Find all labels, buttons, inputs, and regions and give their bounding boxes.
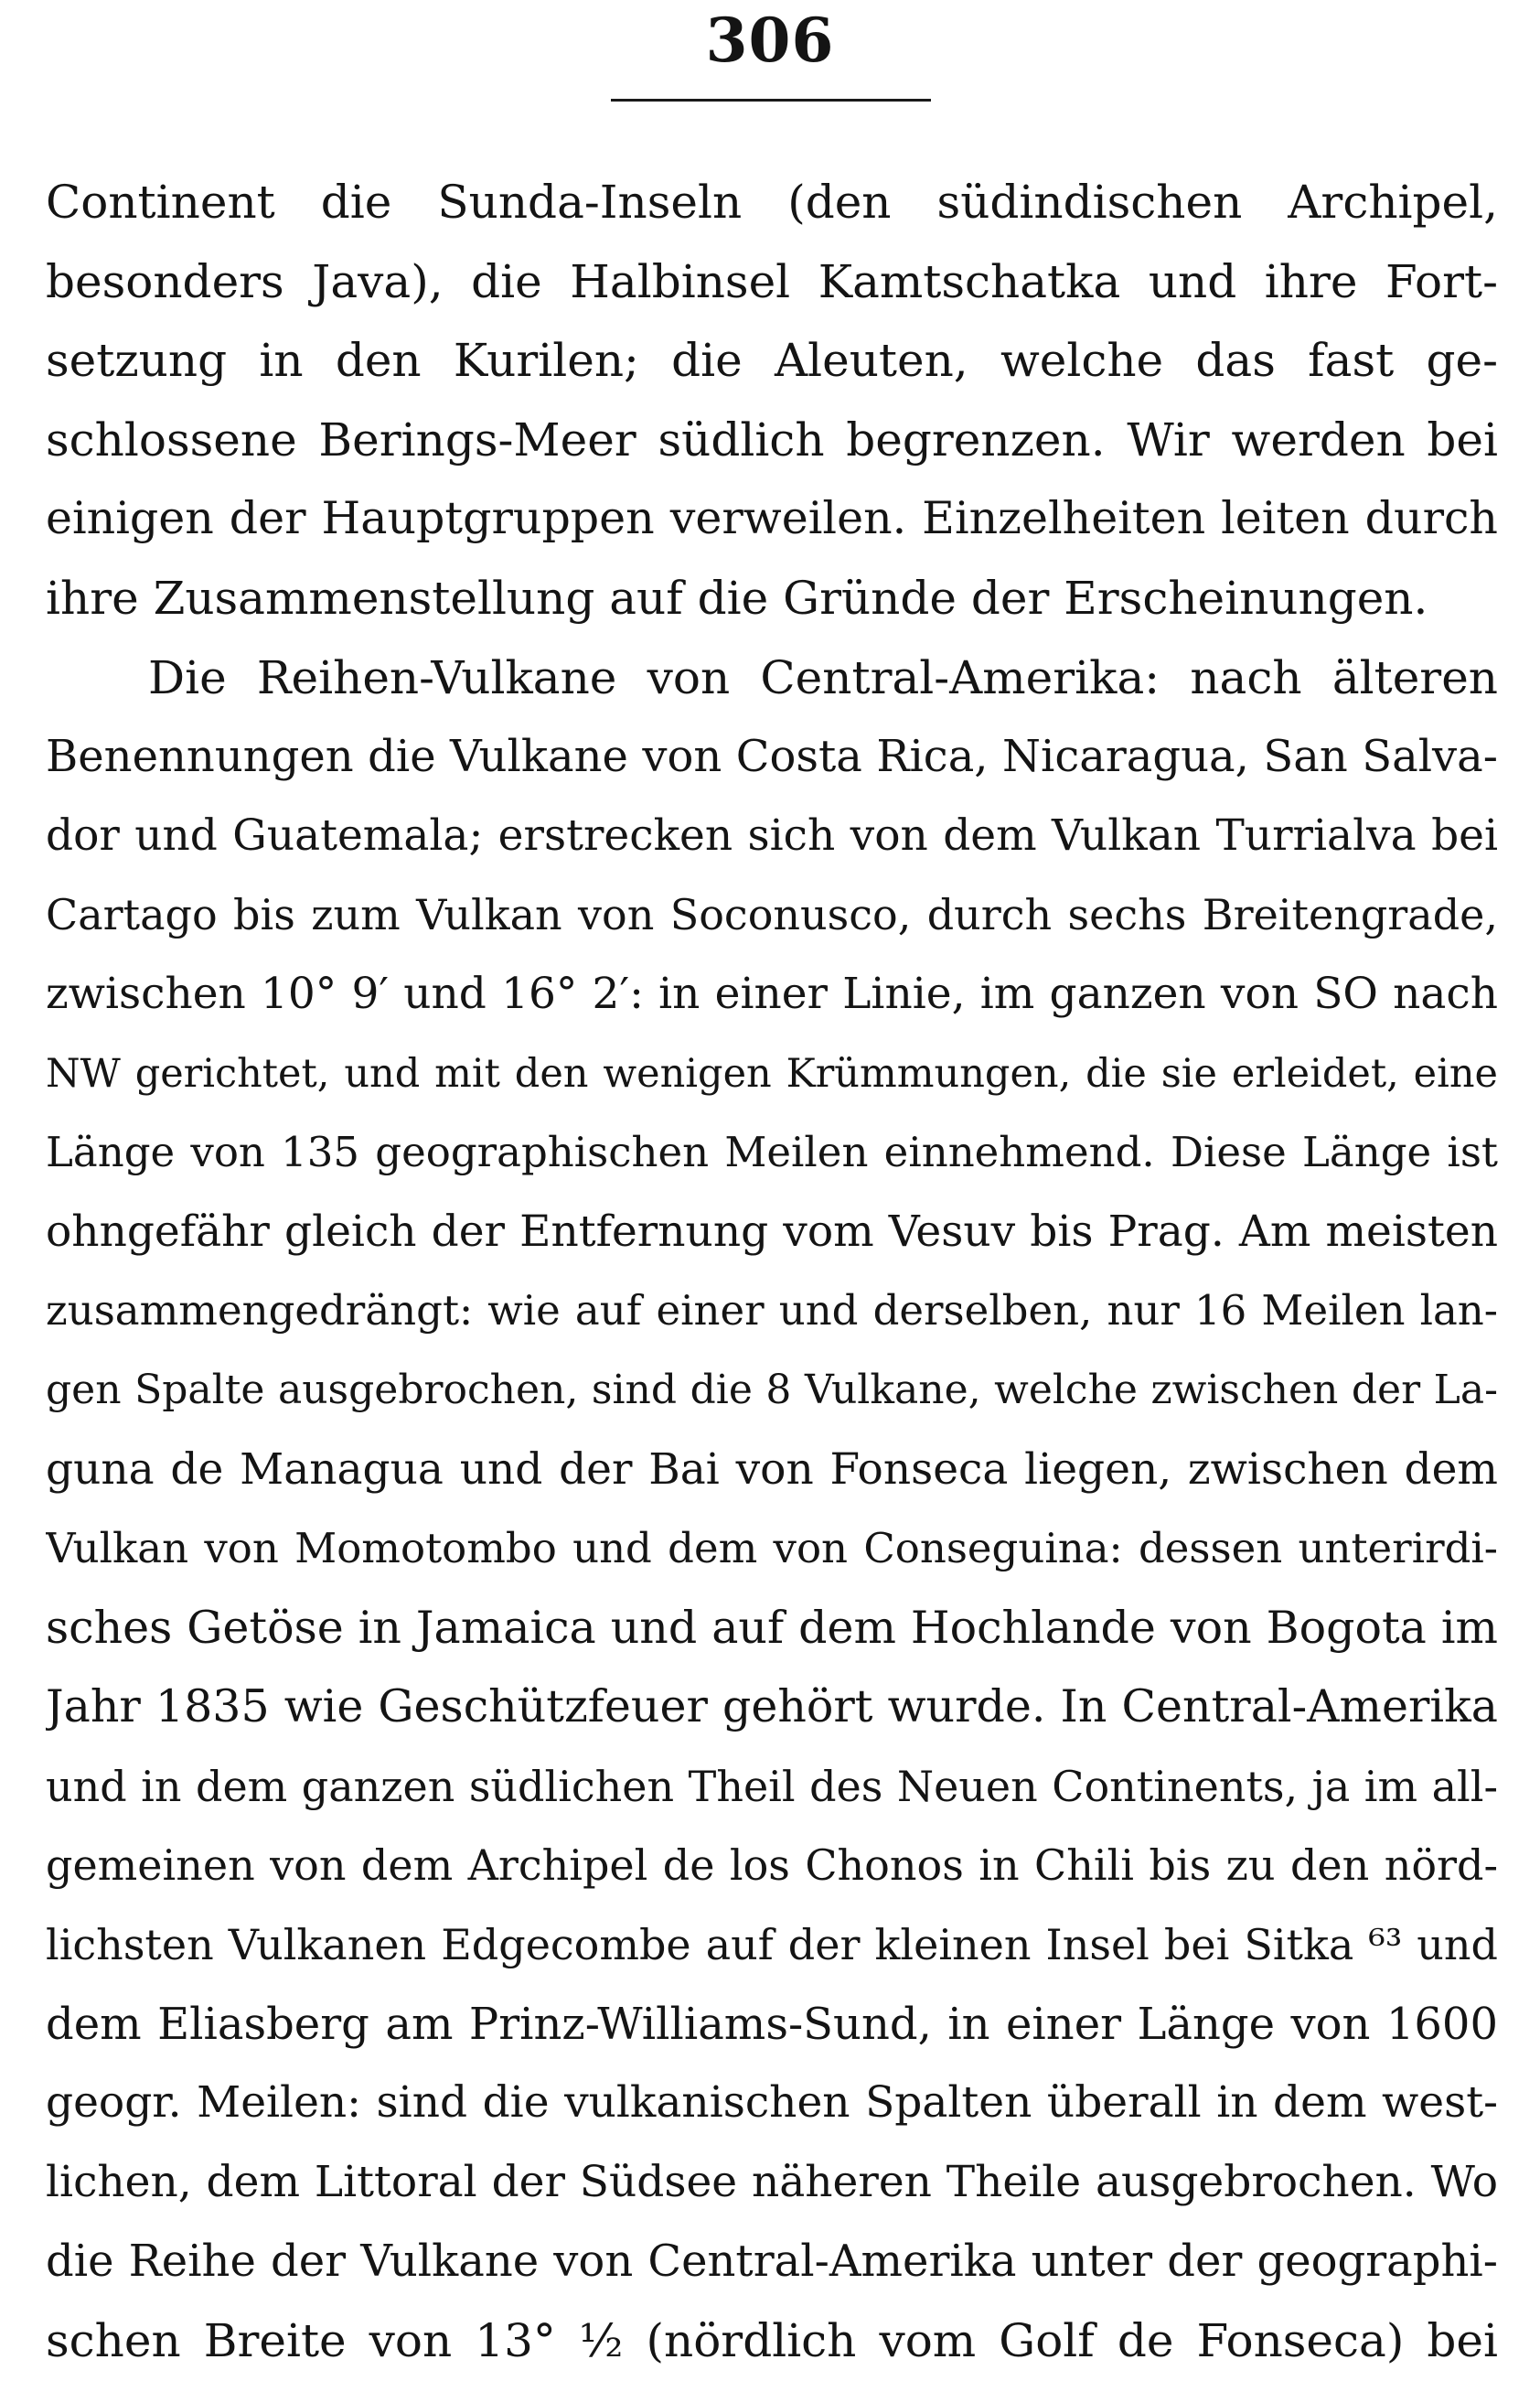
text-line: einigen der Hauptgruppen verweilen. Einzelheiten leiten durch (46, 492, 1498, 545)
text-line: Cartago bis zum Vulkan von Soconusco, durch sechs Breitengrade, (46, 890, 1498, 940)
text-line: besonders Java), die Halbinsel Kamtschatka und ihre Fort- (46, 254, 1498, 308)
text-line: und in dem ganzen südlichen Theil des Neuen Continents, ja im all- (46, 1761, 1498, 1811)
text-line: Jahr 1835 wie Geschützfeuer gehört wurde. In Central-Amerika (46, 1680, 1498, 1733)
text-line: die Reihe der Vulkane von Central-Amerika unter der geographi- (46, 2236, 1498, 2288)
text-line: gen Spalte ausgebrochen, sind die 8 Vulkane, welche zwischen der La- (46, 1366, 1498, 1413)
text-line: zwischen 10° 9′ und 16° 2′: in einer Linie, im ganzen von SO nach (46, 968, 1498, 1019)
text-line: dor und Guatemala; erstrecken sich von dem Vulkan Turrialva bei (46, 810, 1498, 861)
text-line: Die Reihen-Vulkane von Central-Amerika: nach älteren (148, 650, 1498, 704)
text-line: NW gerichtet, und mit den wenigen Krümmungen, die sie erleidet, eine (46, 1050, 1498, 1097)
text-line: ihre Zusammenstellung auf die Gründe der Erscheinungen. (46, 571, 1428, 625)
text-line: gemeinen von dem Archipel de los Chonos in Chili bis zu den nörd- (46, 1840, 1498, 1891)
text-line: Benennungen die Vulkane von Costa Rica, Nicaragua, San Salva- (46, 731, 1498, 783)
text-line: lichen, dem Littoral der Südsee näheren Theile ausgebrochen. Wo (46, 2156, 1498, 2207)
text-line: zusammengedrängt: wie auf einer und derselben, nur 16 Meilen lan- (46, 1286, 1498, 1335)
text-line: schlossene Berings-Meer südlich begrenzen. Wir werden bei (46, 413, 1498, 467)
text-line: lichsten Vulkanen Edgecombe auf der kleinen Insel bei Sitka ⁶³ und (46, 1920, 1498, 1970)
text-line: guna de Managua und der Bai von Fonseca liegen, zwischen dem (46, 1443, 1498, 1495)
header-rule (611, 99, 931, 102)
text-line: schen Breite von 13° ½ (nördlich vom Golf de Fonseca) bei (46, 2314, 1498, 2368)
text-line: geogr. Meilen: sind die vulkanischen Spalten überall in dem west- (46, 2077, 1498, 2129)
text-line: ohngefähr gleich der Entfernung vom Vesuv bis Prag. Am meisten (46, 1206, 1498, 1257)
text-line: Continent die Sunda-Inseln (den südindischen Archipel, (46, 176, 1498, 229)
text-line: Länge von 135 geographischen Meilen einnehmend. Diese Länge ist (46, 1128, 1498, 1177)
text-line: dem Eliasberg am Prinz-Williams-Sund, in einer Länge von 1600 (46, 1998, 1498, 2050)
body-text (46, 163, 1498, 2381)
text-line: setzung in den Kurilen; die Aleuten, welche das fast ge- (46, 334, 1498, 388)
page-number: 306 (705, 5, 835, 76)
text-line: Vulkan von Momotombo und dem von Conseguina: dessen unterirdi- (46, 1524, 1498, 1573)
text-line: sches Getöse in Jamaica und auf dem Hochlande von Bogota im (46, 1601, 1498, 1654)
